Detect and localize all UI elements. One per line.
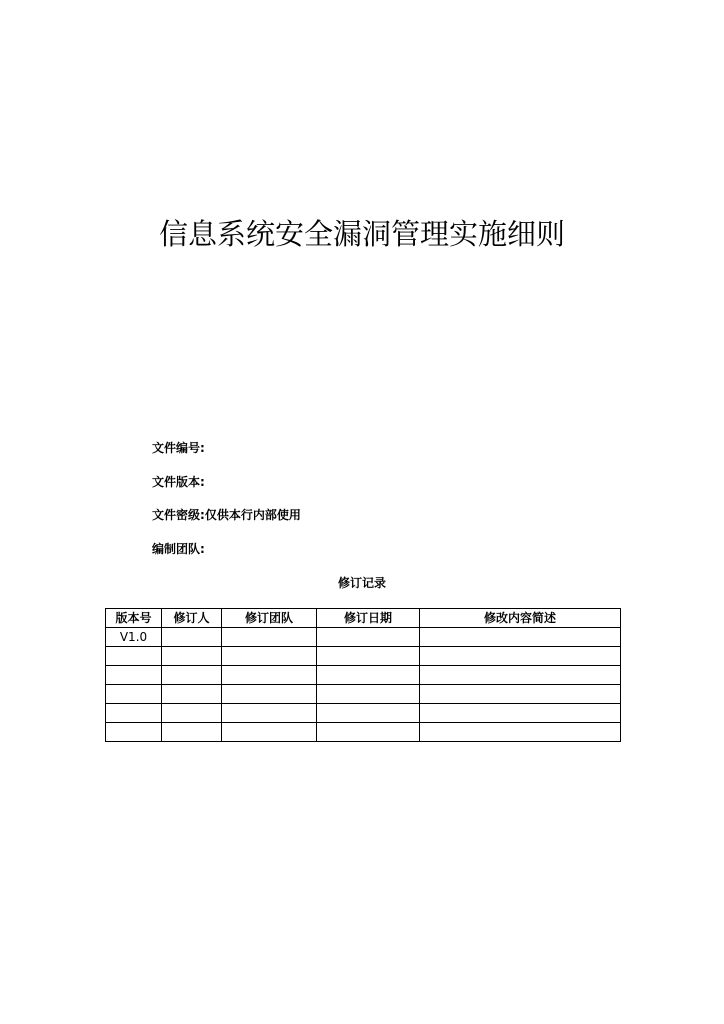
table-cell [222, 723, 317, 742]
table-cell [317, 628, 420, 647]
table-cell [162, 704, 222, 723]
table-cell [420, 723, 621, 742]
meta-file-number-label: 文件编号: [152, 441, 205, 455]
table-cell [317, 704, 420, 723]
column-header-team: 修订团队 [222, 609, 317, 628]
meta-file-version [152, 471, 301, 505]
table-cell [162, 628, 222, 647]
revision-header-row [106, 609, 621, 628]
table-cell [162, 685, 222, 704]
table-cell [162, 723, 222, 742]
column-header-version: 版本号 [106, 609, 162, 628]
table-row [106, 628, 621, 647]
table-cell [222, 685, 317, 704]
table-cell [317, 723, 420, 742]
table-cell [222, 666, 317, 685]
document-meta [152, 437, 301, 571]
column-header-summary: 修改内容简述 [420, 609, 621, 628]
table-cell [222, 647, 317, 666]
table-cell [106, 723, 162, 742]
table-row [106, 666, 621, 685]
table-cell [420, 704, 621, 723]
meta-classification [152, 504, 301, 538]
meta-file-number [152, 437, 301, 471]
table-row [106, 704, 621, 723]
table-row [106, 723, 621, 742]
column-header-reviser: 修订人 [162, 609, 222, 628]
table-cell [420, 628, 621, 647]
column-header-date: 修订日期 [317, 609, 420, 628]
table-cell [162, 647, 222, 666]
table-cell [106, 685, 162, 704]
document-title: 信息系统安全漏洞管理实施细则 [158, 217, 565, 251]
table-cell [106, 666, 162, 685]
table-cell [317, 647, 420, 666]
meta-file-version-label: 文件版本: [152, 474, 205, 489]
table-cell [106, 704, 162, 723]
table-cell [420, 685, 621, 704]
table-cell [317, 685, 420, 704]
table-cell [222, 704, 317, 723]
meta-team [152, 538, 301, 572]
table-cell [106, 647, 162, 666]
meta-team-label: 编制团队: [152, 541, 205, 556]
meta-classification-value: 仅供本行内部使用 [204, 508, 301, 522]
revision-heading: 修订记录 [337, 576, 386, 590]
table-cell: V1.0 [106, 628, 162, 647]
table-cell [420, 666, 621, 685]
revision-table [105, 608, 621, 742]
table-row [106, 647, 621, 666]
table-cell [420, 647, 621, 666]
meta-classification-label: 文件密级: [152, 508, 205, 522]
table-cell [317, 666, 420, 685]
table-cell [162, 666, 222, 685]
table-cell [222, 628, 317, 647]
table-row [106, 685, 621, 704]
